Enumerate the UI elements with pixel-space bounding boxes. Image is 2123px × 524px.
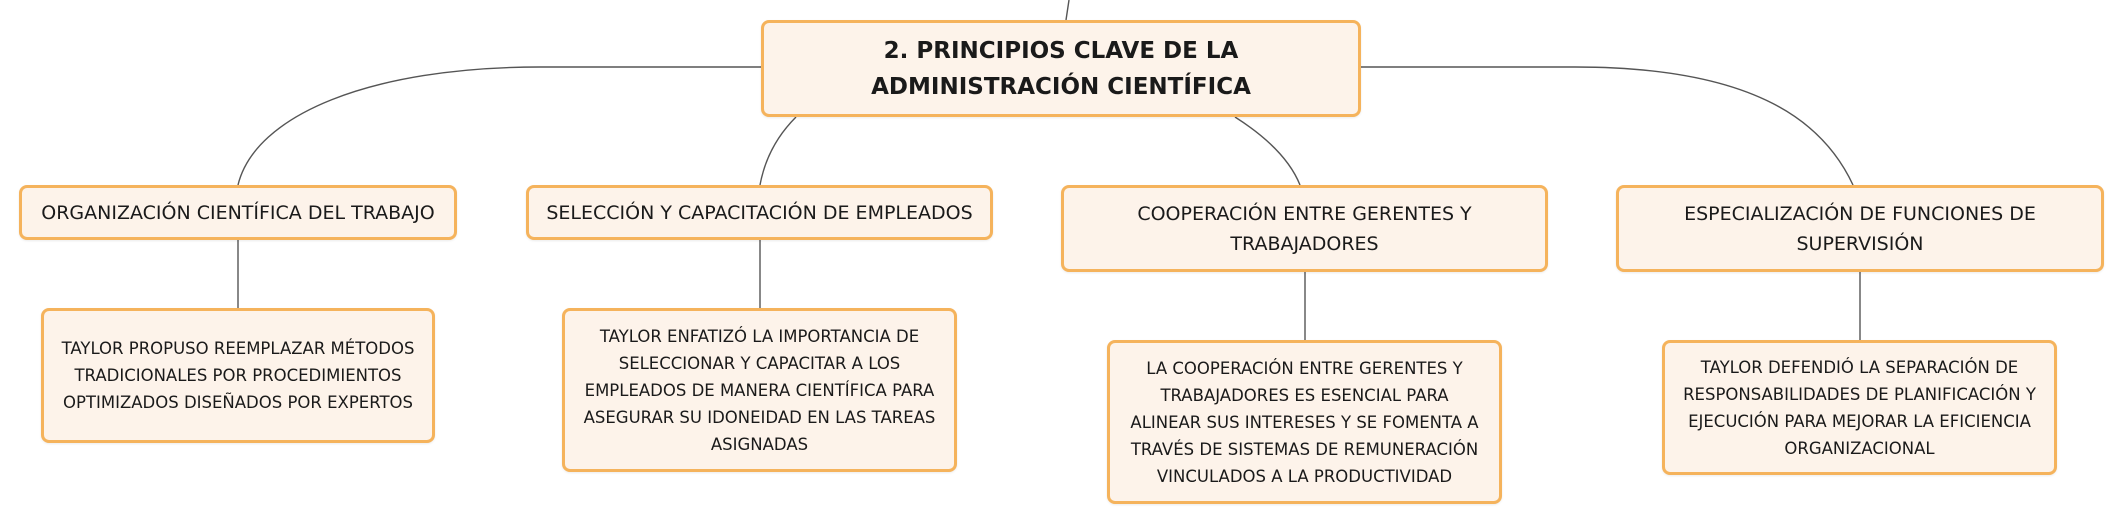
connector-to-parent <box>1066 0 1069 20</box>
root-topic[interactable] <box>761 20 1361 117</box>
branch-topic-cooperacion[interactable] <box>1061 185 1548 272</box>
detail-topic-text: TAYLOR DEFENDIÓ LA SEPARACIÓN DE RESPONSABILIDADES DE PLANIFICACIÓN Y EJECUCIÓN PARA MEJORAR LA EFICIENCIA ORGANIZACIONAL <box>1683 357 2036 458</box>
branch-topic-label: COOPERACIÓN ENTRE GERENTES Y TRABAJADORES <box>1137 202 1472 255</box>
detail-topic-organizacion[interactable] <box>41 308 435 443</box>
branch-topic-organizacion[interactable] <box>19 185 457 240</box>
detail-topic-text: TAYLOR PROPUSO REEMPLAZAR MÉTODOS TRADICIONALES POR PROCEDIMIENTOS OPTIMIZADOS DISEÑADOS POR EXPERTOS <box>61 339 415 412</box>
branch-topic-label: ORGANIZACIÓN CIENTÍFICA DEL TRABAJO <box>41 201 435 224</box>
detail-topic-especializacion[interactable] <box>1662 340 2057 475</box>
connector-root-to-branch-2 <box>760 117 796 185</box>
branch-topic-seleccion[interactable] <box>526 185 993 240</box>
connector-root-to-branch-1 <box>238 67 761 185</box>
detail-topic-seleccion[interactable] <box>562 308 957 472</box>
branch-topic-especializacion[interactable] <box>1616 185 2104 272</box>
detail-topic-cooperacion[interactable] <box>1107 340 1502 504</box>
detail-topic-text: TAYLOR ENFATIZÓ LA IMPORTANCIA DE SELECCIONAR Y CAPACITAR A LOS EMPLEADOS DE MANERA CIENTÍFICA PARA ASEGURAR SU IDONEIDAD EN LAS TAREAS ASIGNADAS <box>583 326 936 454</box>
branch-topic-label: SELECCIÓN Y CAPACITACIÓN DE EMPLEADOS <box>546 201 973 224</box>
root-topic-title: 2. PRINCIPIOS CLAVE DE LA ADMINISTRACIÓN CIENTÍFICA <box>871 37 1251 100</box>
connector-root-to-branch-4 <box>1361 67 1853 185</box>
connector-root-to-branch-3 <box>1235 117 1300 185</box>
detail-topic-text: LA COOPERACIÓN ENTRE GERENTES Y TRABAJADORES ES ESENCIAL PARA ALINEAR SUS INTERESES Y SE FOMENTA A TRAVÉS DE SISTEMAS DE REMUNERACIÓN VINCULADOS A LA PRODUCTIVIDAD <box>1130 358 1479 486</box>
branch-topic-label: ESPECIALIZACIÓN DE FUNCIONES DE SUPERVISIÓN <box>1684 202 2036 255</box>
